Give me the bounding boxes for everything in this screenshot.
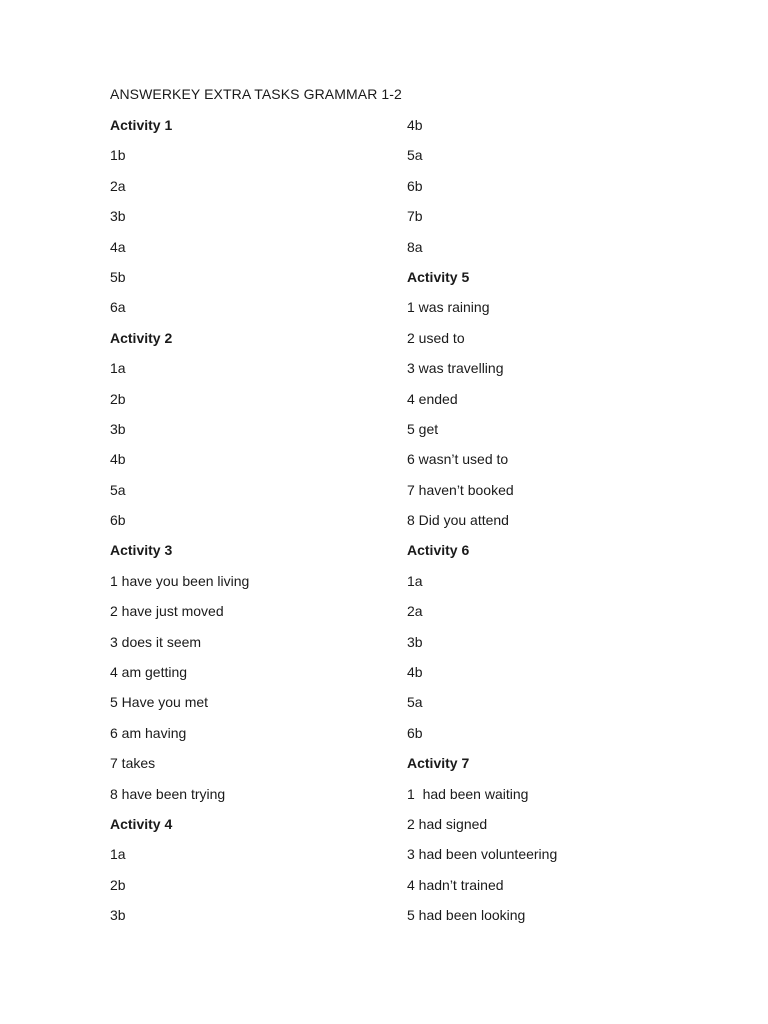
answer-item: 3 had been volunteering (407, 846, 558, 863)
answer-item: 4 ended (407, 390, 458, 407)
document-title: ANSWERKEY EXTRA TASKS GRAMMAR 1-2 (110, 86, 402, 102)
answer-column-left (110, 116, 249, 937)
answer-item: 2 had signed (407, 815, 488, 832)
answer-item: 7b (407, 208, 423, 225)
answer-item: 4 am getting (110, 664, 188, 681)
answer-item: 1a (110, 846, 126, 863)
answer-item: 3b (110, 208, 126, 225)
answer-item: 3b (110, 420, 126, 437)
answer-item: 2a (407, 603, 423, 620)
answer-item: 4 hadn’t trained (407, 876, 504, 893)
answer-item: 2b (110, 876, 126, 893)
answer-item: 1 had been waiting (407, 785, 529, 802)
answer-item: 6 wasn’t used to (407, 451, 509, 468)
answer-item: 2 used to (407, 329, 465, 346)
answer-item: 5a (110, 481, 126, 498)
activity-heading: Activity 7 (407, 755, 470, 772)
activity-heading: Activity 5 (407, 268, 470, 285)
answer-item: 1 have you been living (110, 572, 250, 589)
answer-item: 2b (110, 390, 126, 407)
answer-item: 4b (407, 664, 423, 681)
answer-item: 2 have just moved (110, 603, 224, 620)
answer-item: 8 have been trying (110, 785, 226, 802)
activity-heading: Activity 6 (407, 542, 470, 559)
answer-item: 8a (407, 238, 423, 255)
answer-item: 6b (110, 512, 126, 529)
answer-item: 3 was travelling (407, 360, 504, 377)
answer-item: 6b (407, 177, 423, 194)
answer-item: 5 get (407, 420, 439, 437)
answer-item: 8 Did you attend (407, 512, 509, 529)
answer-item: 4b (110, 451, 126, 468)
answer-item: 5 had been looking (407, 907, 526, 924)
activity-heading: Activity 2 (110, 329, 173, 346)
answer-item: 3b (407, 633, 423, 650)
answer-item: 7 haven’t booked (407, 481, 514, 498)
answer-item: 1 was raining (407, 299, 490, 316)
answer-item: 1b (110, 147, 126, 164)
answer-item: 4b (407, 117, 423, 133)
activity-heading: Activity 3 (110, 542, 173, 559)
answer-item: 3 does it seem (110, 633, 202, 650)
answer-item: 2a (110, 177, 126, 194)
answer-item: 5a (407, 147, 423, 164)
answer-item: 6b (407, 724, 423, 741)
answer-item: 3b (110, 907, 126, 924)
answer-item: 6 am having (110, 724, 187, 741)
answer-item: 5b (110, 268, 126, 285)
answer-column-right (407, 116, 557, 937)
answer-item: 1a (110, 360, 126, 377)
answer-item: 6a (110, 299, 126, 316)
answer-item: 4a (110, 238, 126, 255)
activity-heading: Activity 4 (110, 815, 173, 832)
answer-item: 7 takes (110, 755, 156, 772)
answer-item: 1a (407, 572, 423, 589)
answer-item: 5 Have you met (110, 694, 209, 711)
answer-item: 5a (407, 694, 423, 711)
activity-heading: Activity 1 (110, 117, 173, 133)
